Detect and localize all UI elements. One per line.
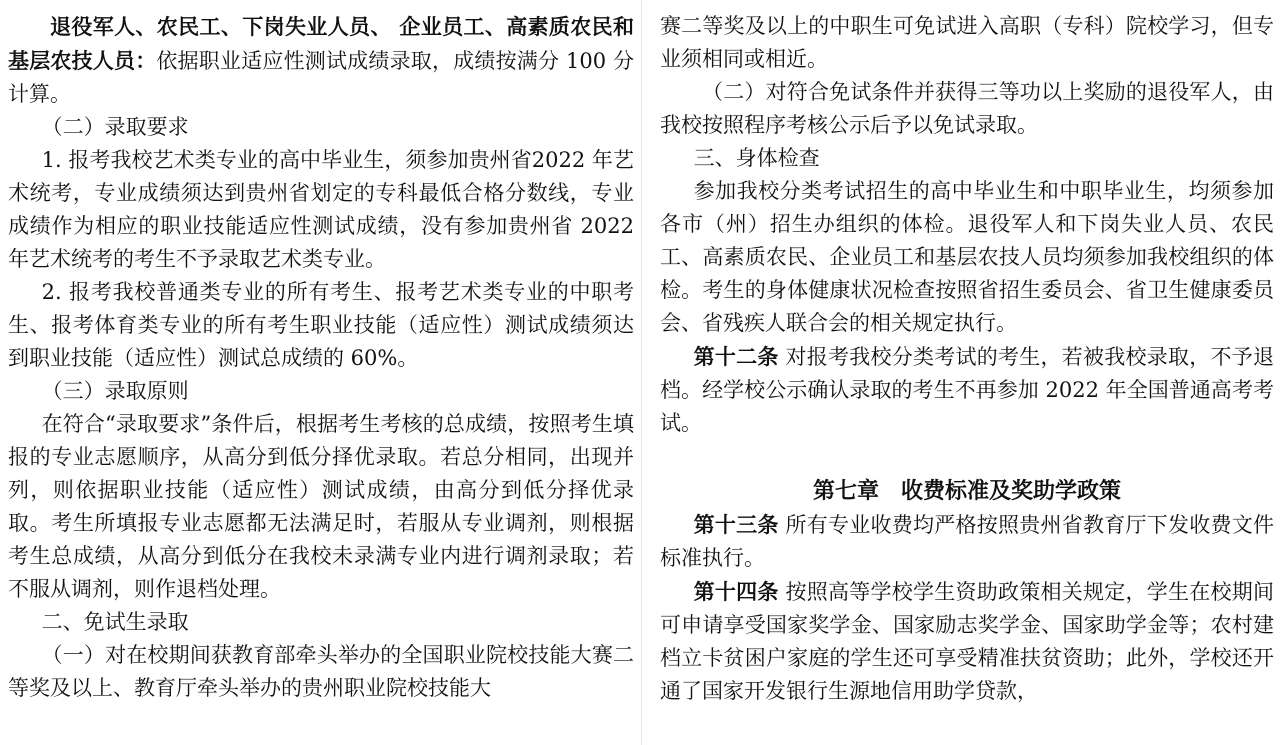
article-14 — [660, 575, 1274, 708]
chapter-7-heading: 第七章 收费标准及奖助学政策 — [812, 478, 1121, 504]
heading-admission-principles: （三）录取原则 — [41, 379, 189, 403]
article-13-text: 所有专业收费均严格按照贵州省教育厅下发收费文件标准执行。 — [660, 513, 1274, 570]
heading-physical-exam: 三、身体检查 — [693, 146, 820, 170]
bold-lead-text: 退役军人、农民工、下岗失业人员、 企业员工、高素质农民和基层农技人员： — [8, 14, 634, 73]
requirement-2: 2. 报考我校普通类专业的所有考生、报考艺术类专业的中职考生、报考体育类专业的所有考生职业技能（适应性）测试成绩须达到职业技能（适应性）测试总成绩的 60%。 — [8, 280, 634, 370]
article-14-title: 第十四条 — [693, 579, 779, 604]
article-12 — [660, 340, 1274, 440]
left-column — [8, 10, 634, 705]
exempt-rule-1-continued: 赛二等奖及以上的中职生可免试进入高职（专科）院校学习，但专业须相同或相近。 — [660, 14, 1274, 71]
physical-exam-text: 参加我校分类考试招生的高中毕业生和中职毕业生，均须参加各市（州）招生办组织的体检。退役军人和下岗失业人员、农民工、高素质农民、企业员工和基层农技人员均须参加我校组织的体检。考生的身体健康状况检查按照省招生委员会、省卫生健康委员会、省残疾人联合会的相关规定执行。 — [660, 179, 1274, 335]
heading-admission-requirements: （二）录取要求 — [41, 115, 189, 139]
admission-paragraph-veterans — [8, 10, 634, 111]
heading-exempt-admission: 二、免试生录取 — [41, 610, 189, 634]
article-13-title: 第十三条 — [693, 512, 779, 537]
article-12-title: 第十二条 — [693, 344, 779, 369]
paragraph-text: 依据职业适应性测试成绩录取，成绩按满分 100 分计算。 — [8, 49, 634, 106]
requirement-1: 1. 报考我校艺术类专业的高中毕业生，须参加贵州省2022 年艺术统考，专业成绩须达到贵州省划定的专科最低合格分数线，专业成绩作为相应的职业技能适应性测试成绩，没有参加贵州省 2022 年艺术统考的考生不予录取艺术类专业。 — [8, 148, 634, 271]
exempt-rule-1: （一）对在校期间获教育部牵头举办的全国职业院校技能大赛二等奖及以上、教育厅牵头举办的贵州职业院校技能大 — [8, 643, 634, 700]
right-column — [660, 10, 1274, 708]
article-13 — [660, 508, 1274, 575]
section-spacer — [660, 440, 1274, 473]
article-12-text: 对报考我校分类考试的考生，若被我校录取，不予退档。经学校公示确认录取的考生不再参加 2022 年全国普通高考考试。 — [660, 345, 1274, 435]
article-14-text: 按照高等学校学生资助政策相关规定，学生在校期间可申请享受国家奖学金、国家励志奖学金、国家助学金等；农村建档立卡贫困户家庭的学生还可享受精准扶贫资助；此外，学校还开通了国家开发银行生源地信用助学贷款， — [660, 580, 1274, 703]
admission-principles-text: 在符合“录取要求”条件后，根据考生考核的总成绩，按照考生填报的专业志愿顺序，从高分到低分择优录取。若总分相同，出现并列，则依据职业技能（适应性）测试成绩，由高分到低分择优录取。考生所填报专业志愿都无法满足时，若服从专业调剂，则根据考生总成绩，从高分到低分在我校未录满专业内进行调剂录取；若不服从调剂，则作退档处理。 — [8, 412, 634, 601]
exempt-rule-2: （二）对符合免试条件并获得三等功以上奖励的退役军人，由我校按照程序考核公示后予以免试录取。 — [660, 80, 1274, 137]
column-divider — [641, 0, 642, 745]
